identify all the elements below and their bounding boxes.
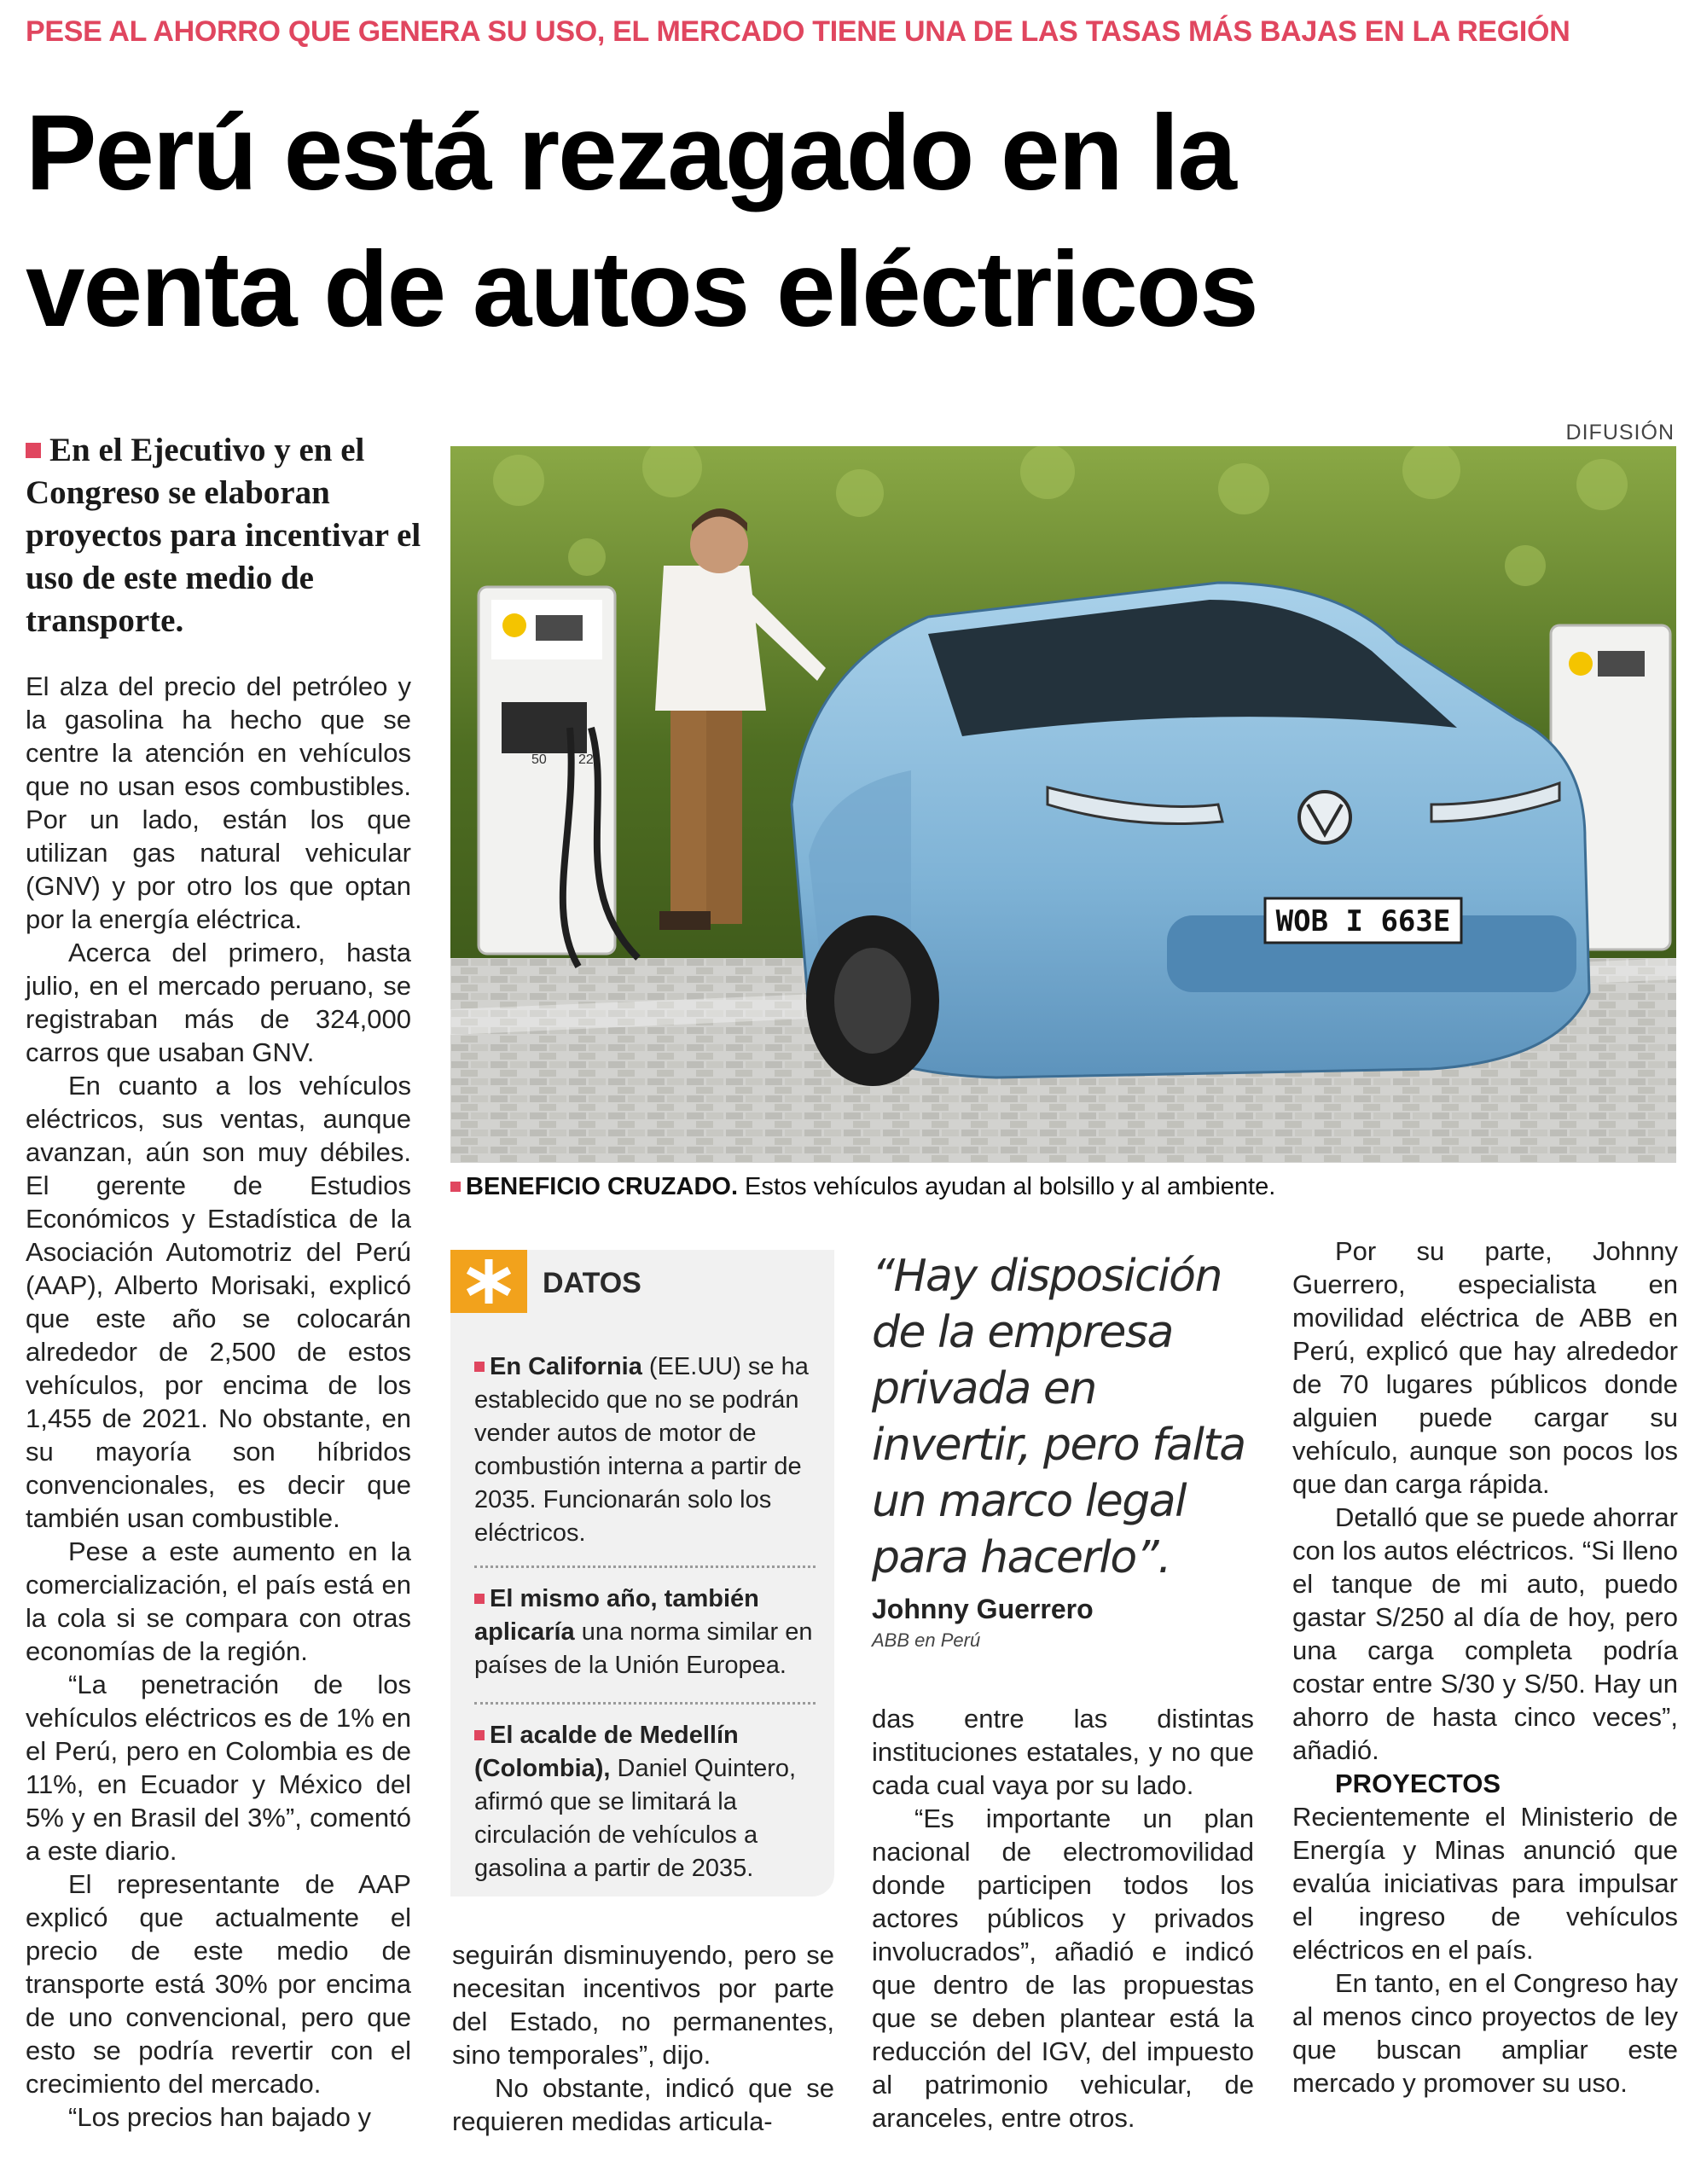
paragraph: “Es importante un plan nacional de electromovilidad donde participen todos los actores públicos y privados involucrados”, añadió e indicó que dentro de las propuestas que se deben plantear está la reducción del IGV, del impuesto al patrimonio vehicular, de aranceles, entre otros. — [872, 1804, 1254, 2133]
bullet-square-icon — [450, 1182, 461, 1192]
datos-box — [450, 1250, 834, 1896]
star-icon — [450, 1250, 527, 1313]
paragraph: “Los precios han bajado y — [68, 2102, 372, 2132]
datos-item: En California (EE.UU) se ha establecido que no se podrán vender autos de motor de combustión interna a partir de 2035. Funcionarán solo los eléctricos. — [474, 1353, 809, 1547]
body-column-3 — [872, 1702, 1254, 2135]
lede-text: En el Ejecutivo y en el Congreso se elaboran proyectos para incentivar el uso de este medio de transporte. — [26, 432, 421, 639]
paragraph: Pese a este aumento en la comercialización, el país está en la cola si se compara con otras economías de la región. — [26, 1536, 411, 1666]
dotted-divider — [474, 1702, 816, 1705]
section-subhead: PROYECTOS — [1335, 1769, 1501, 1798]
datos-header — [450, 1250, 834, 1310]
body-column-2 — [452, 1938, 834, 2138]
paragraph: “La penetración de los vehículos eléctricos es de 1% en el Perú, pero en Colombia es de 11%, en Ecuador y México del 5% y en Brasil del 3%”, comentó a este diario. — [26, 1670, 411, 1866]
paragraph: No obstante, indicó que se requieren medidas articula- — [452, 2073, 834, 2136]
quote-author: Johnny Guerrero — [872, 1594, 1094, 1624]
photo-caption — [450, 1173, 1676, 1201]
datos-item: El acalde de Medellín (Colombia), Daniel Quintero, afirmó que se limitará la circulación de vehículos a gasolina a partir de 2035. — [474, 1722, 797, 1882]
body-column-1 — [26, 670, 411, 2134]
article-photo — [450, 446, 1676, 1163]
lede — [26, 429, 427, 642]
pull-quote: “Hay disposición de la empresa privada en invertir, pero falta un marco legal para hacerlo”. — [872, 1251, 1245, 1583]
datos-title: DATOS — [543, 1267, 641, 1299]
bullet-square-icon — [26, 443, 41, 458]
kicker: PESE AL AHORRO QUE GENERA SU USO, EL MERCADO TIENE UNA DE LAS TASAS MÁS BAJAS EN LA REGIÓN — [26, 15, 1570, 48]
paragraph: das entre las distintas instituciones estatales, y no que cada cual vaya por su lado. — [872, 1704, 1254, 1800]
paragraph: seguirán disminuyendo, pero se necesitan incentivos por parte del Estado, no permanentes, sino temporales”, dijo. — [452, 1940, 834, 2070]
headline-line-1: Perú está rezagado en la — [26, 94, 1235, 212]
caption-text: Estos vehículos ayudan al bolsillo y al ambiente. — [738, 1173, 1276, 1200]
headline-line-2: venta de autos eléctricos — [26, 230, 1257, 349]
bullet-square-icon — [474, 1362, 485, 1372]
bullet-square-icon — [474, 1594, 485, 1604]
photo-illustration — [450, 446, 1676, 1163]
paragraph: El alza del precio del petróleo y la gasolina ha hecho que se centre la atención en vehículos que no usan esos combustibles. Por un lado, están los que utilizan gas natural vehicular (GNV) y por otro los que optan por la energía eléctrica. — [26, 671, 411, 934]
paragraph: Por su parte, Johnny Guerrero, especialista en movilidad eléctrica de ABB en Perú, explicó que hay alrededor de 70 lugares públicos donde alguien puede cargar su vehículo, aunque son pocos los que dan carga rápida. — [1292, 1236, 1678, 1499]
bullet-square-icon — [474, 1730, 485, 1740]
svg-text:WOB I 663E: WOB I 663E — [1275, 904, 1451, 938]
svg-text:50: 50 — [531, 752, 547, 767]
headline — [26, 85, 1672, 358]
photo-credit: DIFUSIÓN — [1565, 421, 1675, 444]
body-column-4 — [1292, 1234, 1678, 2100]
paragraph: El representante de AAP explicó que actualmente el precio de este medio de transporte está 30% por encima de uno convencional, pero que esto se podría revertir con el crecimiento del mercado. — [26, 1869, 411, 2099]
paragraph: Detalló que se puede ahorrar con los autos eléctricos. “Si lleno el tanque de mi auto, puedo gastar S/250 al día de hoy, pero una carga completa podría costar entre S/30 y S/50. Hay un ahorro de hasta cinco veces”, añadió. — [1292, 1502, 1678, 1765]
paragraph: Recientemente el Ministerio de Energía y Minas anunció que evalúa iniciativas para impulsar el ingreso de vehículos eléctricos en el país. — [1292, 1802, 1678, 1965]
svg-text:22: 22 — [578, 752, 594, 767]
quote-organization: ABB en Perú — [872, 1629, 981, 1651]
dotted-divider — [474, 1565, 816, 1568]
paragraph: En tanto, en el Congreso hay al menos cinco proyectos de ley que buscan ampliar este mercado y promover su uso. — [1292, 1968, 1678, 2098]
datos-item: El mismo año, también aplicaría una norma similar en países de la Unión Europea. — [474, 1585, 813, 1679]
paragraph: En cuanto a los vehículos eléctricos, sus ventas, aunque avanzan, aún son muy débiles. El gerente de Estudios Económicos y Estadística de la Asociación Automotriz del Perú (AAP), Alberto Morisaki, explicó que este año se colocarán alrededor de 2,500 de estos vehículos, por encima de los 1,455 de 2021. No obstante, en su mayoría son híbridos convencionales, es decir que también usan combustible. — [26, 1071, 411, 1533]
caption-label: BENEFICIO CRUZADO. — [466, 1173, 738, 1200]
paragraph: Acerca del primero, hasta julio, en el mercado peruano, se registraban más de 324,000 carros que usaban GNV. — [26, 938, 411, 1067]
